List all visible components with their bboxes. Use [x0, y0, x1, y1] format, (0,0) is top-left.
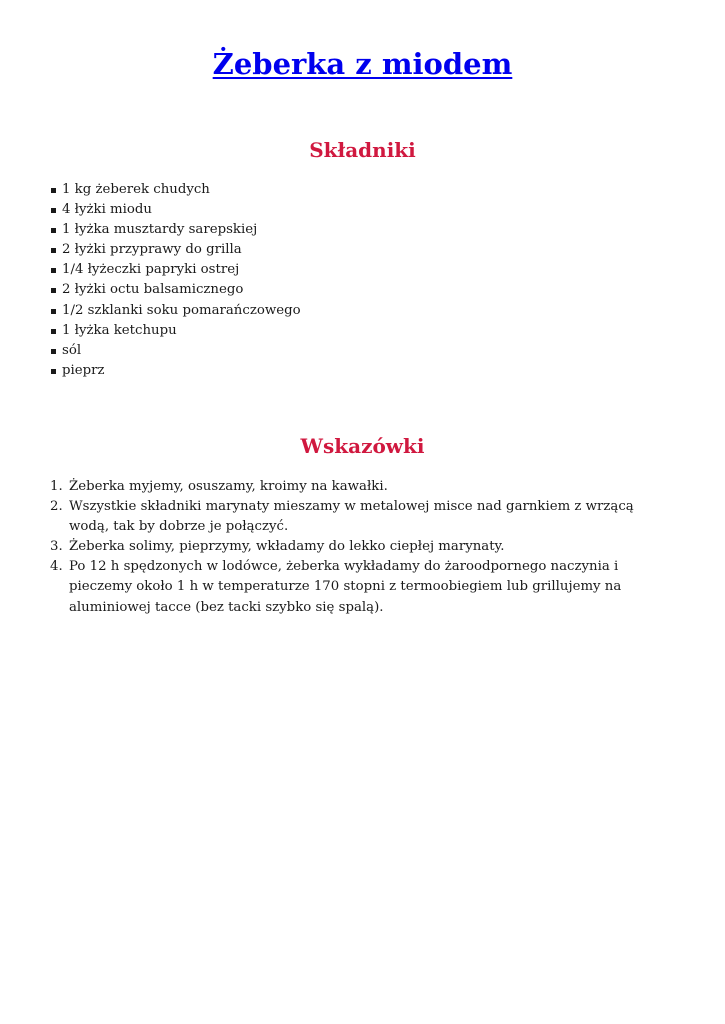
bullet-square-icon [51, 248, 56, 253]
direction-step [50, 537, 675, 557]
ingredient-item [50, 240, 670, 260]
ingredient-text: sól [62, 342, 82, 358]
step-text: Wszystkie składniki marynaty mieszamy w metalowej misce nad garnkiem z wrzącą wodą, tak by dobrze je połączyć. [69, 499, 634, 535]
ingredient-text: 1 łyżka musztardy sarepskiej [62, 222, 258, 238]
direction-step [50, 497, 675, 537]
ingredient-item [50, 301, 670, 321]
step-number: 3. [50, 539, 63, 555]
ingredient-item [50, 280, 670, 300]
ingredient-text: pieprz [62, 362, 105, 378]
step-number: 4. [50, 559, 63, 575]
ingredient-text: 1 łyżka ketchupu [62, 322, 177, 338]
bullet-square-icon [51, 208, 56, 213]
ingredient-text: 1/4 łyżeczki papryki ostrej [62, 262, 240, 278]
step-number: 1. [50, 479, 63, 494]
step-text: Żeberka solimy, pieprzymy, wkładamy do lekko ciepłej marynaty. [69, 539, 505, 555]
ingredient-item [50, 341, 670, 361]
ingredient-item [50, 321, 670, 341]
ingredient-text: 1 kg żeberek chudych [62, 182, 210, 197]
ingredient-item [50, 200, 670, 220]
direction-step [50, 477, 675, 497]
ingredient-item [50, 220, 670, 240]
ingredient-item [50, 361, 670, 381]
direction-step [50, 557, 675, 617]
bullet-square-icon [51, 188, 56, 193]
ingredient-text: 2 łyżki przyprawy do grilla [62, 242, 242, 258]
ingredients-list [50, 180, 670, 381]
bullet-square-icon [51, 288, 56, 293]
ingredient-text: 4 łyżki miodu [62, 202, 152, 218]
bullet-square-icon [51, 349, 56, 354]
bullet-square-icon [51, 369, 56, 374]
ingredient-text: 1/2 szklanki soku pomarańczowego [62, 302, 301, 318]
step-text: Żeberka myjemy, osuszamy, kroimy na kawałki. [69, 479, 388, 494]
step-number: 2. [50, 499, 63, 515]
directions-list [50, 477, 675, 618]
ingredient-text: 2 łyżki octu balsamicznego [62, 282, 244, 298]
bullet-square-icon [51, 309, 56, 314]
bullet-square-icon [51, 228, 56, 233]
bullet-square-icon [51, 268, 56, 273]
bullet-square-icon [51, 329, 56, 334]
ingredient-item [50, 260, 670, 280]
ingredients-heading: Składniki [309, 138, 416, 162]
recipe-title-link[interactable]: Żeberka z miodem [212, 47, 513, 81]
ingredient-item [50, 180, 670, 200]
directions-heading: Wskazówki [300, 434, 425, 458]
step-text: Po 12 h spędzonych w lodówce, żeberka wykładamy do żaroodpornego naczynia i pieczemy około 1 h w temperaturze 170 stopni z termoobiegiem lub grillujemy na aluminiowej tacce (bez tacki szybko się spalą). [69, 559, 622, 615]
